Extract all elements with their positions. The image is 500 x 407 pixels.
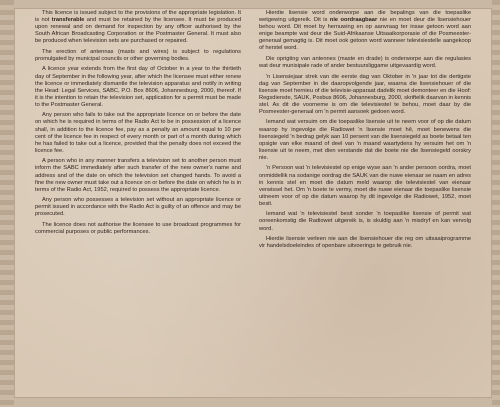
english-paragraph-transfer: A person who in any manner transfers a television set to another person must inform the SABC immediately after such transfer of the new owner's name and address and of the date on which the television set changed hands. To avoid a fine the new owner must take out a licence on or before the date on which he is in terms of the Radio Act, 1952, required to possess the appropriate licence. [35, 158, 241, 193]
english-paragraph-transferability: This licence is issued subject to the provisions of the appropriate legislation. It is not transferable and must be retained by the licensee. It must be produced upon renewal and on demand for inspection by any officer authorised by the South African Broadcasting Corporation or the Postmaster General. It must also be produced when television sets are purchased or repaired. [35, 10, 241, 45]
afrikaans-terms-column [259, 10, 471, 254]
afrikaans-paragraph-licence-year: 'n Lisensiejaar strek van die eerste dag van Oktober in 'n jaar tot die dertigste dag van September in die daaropvolgende jaar, waarna die lisensiehouer of die lisensie moet hernieu of die televisie-apparaat dadelik moet demonteer en die Hoof: Regsdienste, SAUK, Posbus 8606, Johannesburg, 2000, skriftelik daarvan in kennis stel. As dit die voorneme is om die televisiestel te behou, moet daar by die Posmeester-generaal om 'n permit aansoek gedoen word. [259, 73, 471, 115]
english-paragraph-licence-year: A licence year extends from the first day of October in a year to the thirtieth day of September in the following year, after which the licensee must either renew the licence or immediately dismantle the television apparatus and notify in writing the Head: Legal Services, SABC, P.O. Box 8606, Johannesburg, 2000, thereof. If it is the intention to retain the television set, application for a permit must be made to the Postmaster General. [35, 66, 241, 108]
nie-oordraagbaar-emphasis: nie oordraagbaar [329, 17, 378, 24]
perforated-left-edge [0, 0, 14, 407]
afrikaans-paragraph-offence: Iemand wat 'n televisiestel besit sonder 'n toepaslike lisensie of permit wat ooreenkomstig die Radiowet uitgereik is, is skuldig aan 'n misdryf en kan vervolg word. [259, 211, 471, 232]
english-terms-column [35, 10, 241, 239]
afrikaans-paragraph-penalty: Iemand wat versuim om die toepaslike lisensie uit te neem voor of op die datum waarop hy ingevolge die Radiowet 'n lisensie moet hê, moet benewens die lisensiegeld 'n bedrag gelyk aan 10 persent van die lisensiegeld as boete betaal ten opsigte van elke maand of deel van 'n maand waartydens hy versuim het om 'n lisensie uit te neem, met dien verstande dat die boete nie die lisensiegeld oorskry nie. [259, 119, 471, 161]
not-transferable-emphasis: transferable [51, 17, 85, 24]
english-paragraph-penalty: Any person who fails to take out the appropriate licence on or before the date on which he is required in terms of the Radio Act to be in possession of a licence shall, in addition to the licence fee, pay as a penalty an amount equal to 10 per cent of the licence fee in respect of every month or part of a month during which he has failed to take out a licence, provided that the penalty does not exceed the licence fee. [35, 112, 241, 154]
english-paragraph-offence: Any person who possesses a television set without an appropriate licence or permit issued in accordance with the Radio Act is guilty of an offence and may be prosecuted. [35, 197, 241, 218]
english-paragraph-usage: The licence does not authorise the licensee to use broadcast programmes for commercial purposes or public performances. [35, 221, 241, 235]
afrikaans-paragraph-usage: Hierdie lisensie verleen nie aan die lisensiehouer die reg om uitsaaiprogramme vir handelsdoeleindes of openbare uitvoerings te gebruik nie. [259, 236, 471, 250]
afrikaans-paragraph-transferability: Hierdie lisensie word onderworpe aan die bepalings van die toepaslike wetgewing uitgereik. Dit is nie oordraagbaar nie en moet deur die lisensiehouer behou word. Dit moet by hernuwing en op aanvraag ter insae getoon word aan enige beampte wat deur die Suid-Afrikaanse Uitsaaikorporasie of die Posmeester-generaal gemagtig is. Dit moet ook getoon word wanneer televisiestelle aangekoop of herstel word. [259, 10, 471, 52]
afrikaans-paragraph-antennas: Die oprigting van antennes (maste en drade) is onderworpe aan die regulasies wat deur munisipale rade of ander bestuursliggame uitgevaardig word. [259, 55, 471, 70]
afrikaans-paragraph-transfer: 'n Persoon wat 'n televisiestel op enige wyse aan 'n ander persoon oordra, moet onmiddellik na sodanige oordrag die SAUK van die nuwe eienaar se naam en adres in kennis stel en moet die datum meld waarop die televisiestel van eienaar verwissel het. Om 'n boete te vermy, moet die nuwe eienaar die toepaslike lisensie uitneem voor of op die datum waarop hy dit ingevolge die Radiowet, 1952, moet besit. [259, 165, 471, 207]
perforated-right-edge [492, 0, 500, 407]
english-paragraph-antennas: The erection of antennas (masts and wires) is subject to regulations promulgated by municipal councils or other governing bodies. [35, 48, 241, 62]
